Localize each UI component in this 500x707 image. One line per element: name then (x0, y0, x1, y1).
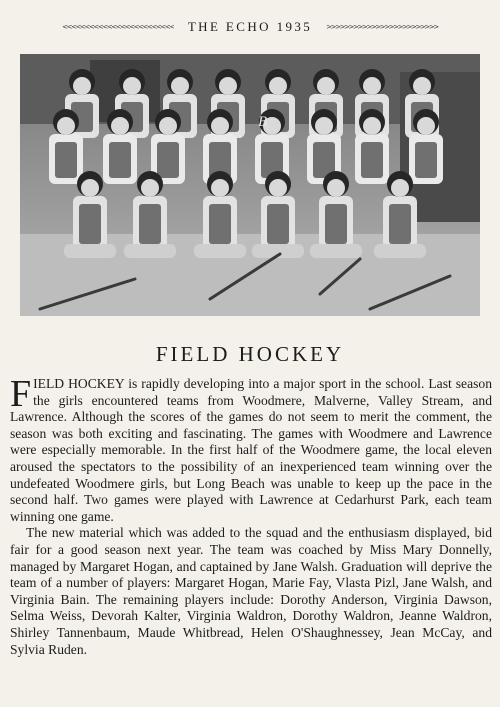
player-tunic (389, 204, 411, 244)
sweater-letter: B (258, 114, 268, 130)
player-face (111, 117, 129, 135)
player-tunic (139, 204, 161, 244)
player-face (141, 179, 159, 197)
player-face (81, 179, 99, 197)
player-face (363, 117, 381, 135)
player-legs (310, 244, 362, 258)
player-tunic (209, 204, 231, 244)
drop-cap: F (10, 373, 32, 415)
player-tunic (109, 142, 131, 178)
player-tunic (55, 142, 77, 178)
player-face (391, 179, 409, 197)
team-photo-illustration (20, 54, 480, 316)
running-title: THE ECHO 1935 (187, 19, 313, 34)
player-face (57, 117, 75, 135)
player-legs (194, 244, 246, 258)
article-paragraph-1 (10, 373, 492, 525)
player-tunic (267, 204, 289, 244)
player-tunic (79, 204, 101, 244)
player-face (413, 77, 431, 95)
header-ornament-right: >>>>>>>>>>>>>>>>>>>>>>>>> (326, 23, 438, 31)
article-title: FIELD HOCKEY (155, 342, 345, 366)
player-face (211, 179, 229, 197)
player-face (159, 117, 177, 135)
article-paragraph-2: The new material which was added to the squad and the enthusiasm displayed, bid fair for a good season next year. The team was coached by Miss Mary Donnelly, managed by Margaret Hogan, and captained by Jane Walsh. Graduation will deprive the team of a number of players: Margaret Hogan, Marie Fay, Vlasta Pizl, Jane Walsh, and Virginia Bain. The remaining players include: Dorothy Anderson, Virginia Dawson, Selma Weiss, Devorah Kalter, Virginia Waldron, Dorothy Waldron, Jeanne Waldron, Shirley Tannenbaum, Maude Whitbread, Helen O'Shaughnessey, Jean McCay, and Sylvia Ruden. (10, 525, 492, 657)
player-legs (374, 244, 426, 258)
player-tunic (157, 142, 179, 178)
player-face (219, 77, 237, 95)
player-face (327, 179, 345, 197)
player-face (269, 77, 287, 95)
player-tunic (415, 142, 437, 178)
paragraph-1-text: IELD HOCKEY is rapidly developing into a major sport in the school. Last season the girls encountered teams from Woodmere, Malverne, Valley Stream, and Lawrence. Although the scores of the games do not seem to merit the comment, the season was both exciting and fascinating. The games with Woodmere and Lawrence were especially memorable. In the first half of the Woodmere game, the local eleven aroused the spectators to the possibility of an inexperienced team winning over the undefeated Woodmere girls, but Long Beach was unable to keep up the pace in the second half. Two games were played with Lawrence at Cedarhurst Park, each team winning one game. (10, 376, 492, 524)
player-face (73, 77, 91, 95)
running-header (0, 16, 500, 38)
player-face (363, 77, 381, 95)
team-photo (20, 54, 480, 316)
header-ornament-left: <<<<<<<<<<<<<<<<<<<<<<<<< (62, 23, 174, 31)
player-face (315, 117, 333, 135)
player-tunic (361, 142, 383, 178)
player-face (269, 179, 287, 197)
player-legs (124, 244, 176, 258)
article-body (10, 373, 492, 658)
player-tunic (325, 204, 347, 244)
player-face (417, 117, 435, 135)
player-legs (64, 244, 116, 258)
player-face (171, 77, 189, 95)
player-face (211, 117, 229, 135)
player-face (317, 77, 335, 95)
player-face (123, 77, 141, 95)
